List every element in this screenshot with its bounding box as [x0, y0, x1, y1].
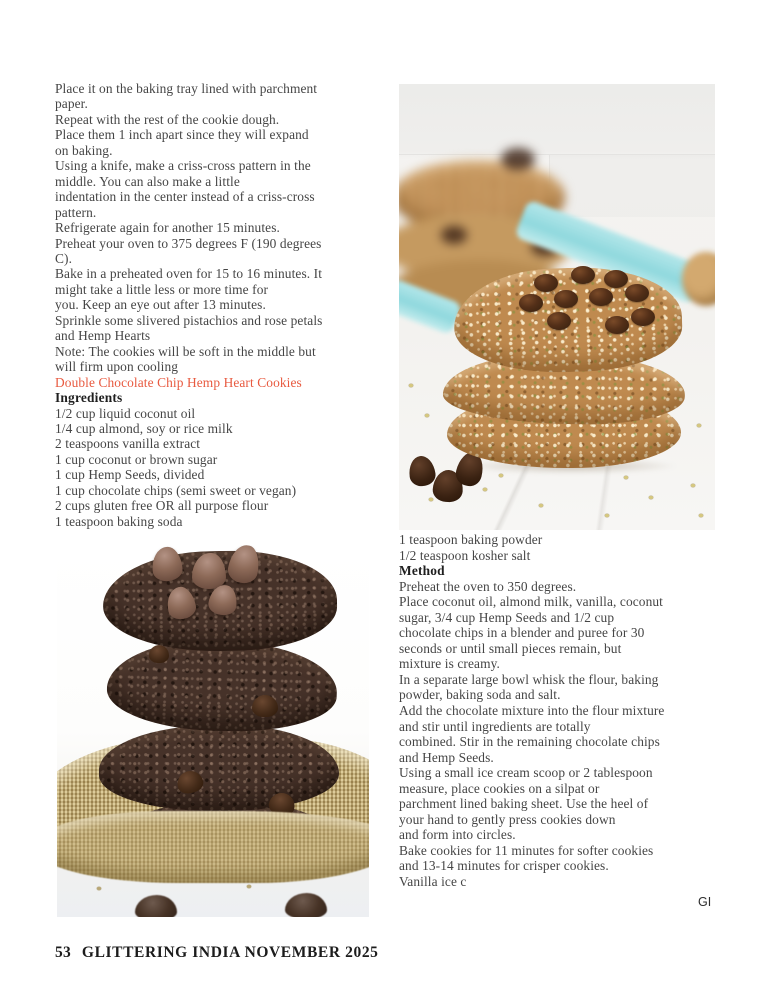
hemp-seed — [429, 498, 433, 501]
text-line: Sprinkle some slivered pistachios and rose petals — [55, 312, 323, 328]
text-line: measure, place cookies on a silpat or — [399, 780, 600, 796]
text-line: C). — [55, 250, 73, 266]
ingredient-line: 1 teaspoon baking powder — [399, 532, 543, 547]
hemp-seed — [499, 474, 503, 477]
ingredient-line: 1 teaspoon baking soda — [55, 513, 183, 529]
hemp-seed — [624, 476, 628, 479]
cookie-stack — [439, 256, 689, 471]
text-line: Place coconut oil, almond milk, vanilla, coconut — [399, 594, 663, 610]
chocolate-chip — [252, 695, 278, 717]
hemp-seed — [483, 488, 487, 491]
chocolate-chip — [441, 226, 467, 244]
text-line: seconds or until small pieces remain, but — [399, 640, 622, 656]
chocolate-chip — [519, 294, 543, 312]
method-heading: Method — [399, 563, 445, 579]
chocolate-chip — [149, 645, 169, 663]
text-line: Vanilla ice c — [399, 874, 467, 890]
text-line: middle. You can also make a little — [55, 173, 240, 189]
text-line: might take a little less or more time for — [55, 281, 269, 297]
text-line: your hand to gently press cookies down — [399, 811, 616, 827]
text-line: paper. — [55, 96, 88, 112]
text-line: on baking. — [55, 142, 113, 158]
text-line: and Hemp Hearts — [55, 328, 151, 344]
text-line: In a separate large bowl whisk the flour, baking — [399, 671, 659, 687]
chocolate-chip — [150, 546, 183, 583]
ingredient-line: 1/4 cup almond, soy or rice milk — [55, 420, 233, 436]
chocolate-chip — [571, 266, 595, 284]
chocolate-chip — [135, 895, 177, 917]
text-line: you. Keep an eye out after 13 minutes. — [55, 297, 266, 313]
ingredients-heading: Ingredients — [55, 390, 123, 406]
ingredient-line: 1/2 cup liquid coconut oil — [55, 405, 196, 421]
text-line: Using a knife, make a criss-cross pattern in the — [55, 158, 311, 174]
text-line: Preheat the oven to 350 degrees. — [399, 578, 577, 594]
text-line: and stir until ingredients are totally — [399, 718, 591, 734]
chocolate-chip — [192, 553, 226, 589]
text-line: and 13-14 minutes for crisper cookies. — [399, 858, 609, 874]
text-line: mixture is creamy. — [399, 656, 500, 672]
cookie — [99, 725, 339, 811]
hemp-seed — [699, 514, 703, 517]
burlap-crumb — [97, 887, 101, 890]
chocolate-chip — [285, 893, 327, 917]
text-line: Bake in a preheated oven for 15 to 16 minutes. It — [55, 266, 323, 282]
photo-chocolate-cookie-stack — [57, 545, 369, 917]
hemp-seed — [691, 484, 695, 487]
text-line: and Hemp Seeds. — [399, 749, 494, 765]
text-line: Add the chocolate mixture into the flour mixture — [399, 703, 665, 719]
page-number: 53 — [55, 944, 71, 961]
text-line: will firm upon cooling — [55, 359, 179, 375]
text-line: powder, baking soda and salt. — [399, 687, 561, 703]
text-line: and form into circles. — [399, 827, 516, 843]
text-line: combined. Stir in the remaining chocolate chips — [399, 734, 660, 750]
text-line: Note: The cookies will be soft in the middle but — [55, 343, 316, 359]
hemp-seed — [697, 424, 701, 427]
recipe-title: Double Chocolate Chip Hemp Heart Cookies — [55, 374, 302, 390]
hemp-seed — [409, 384, 413, 387]
page-footer — [55, 944, 379, 962]
corner-mark: GI — [698, 895, 712, 909]
chocolate-chips — [439, 256, 689, 376]
text-line: chocolate chips in a blender and puree for 30 — [399, 625, 645, 641]
ingredient-line: 1/2 teaspoon kosher salt — [399, 547, 531, 563]
text-line: sugar, 3/4 cup Hemp Seeds and 1/2 cup — [399, 609, 615, 625]
text-line: Place them 1 inch apart since they will expand — [55, 127, 309, 143]
ingredient-line: 2 teaspoons vanilla extract — [55, 436, 201, 452]
text-line: Using a small ice cream scoop or 2 tablespoon — [399, 765, 653, 781]
ingredient-line: 1 cup chocolate chips (semi sweet or vegan) — [55, 482, 297, 498]
chocolate-chip — [547, 312, 571, 330]
hemp-seed — [539, 504, 543, 507]
chocolate-chip — [589, 288, 613, 306]
chocolate-chip — [625, 284, 649, 302]
burlap-crumb — [247, 885, 251, 888]
text-line: Repeat with the rest of the cookie dough. — [55, 111, 280, 127]
text-line: Bake cookies for 11 minutes for softer cookies — [399, 842, 654, 858]
text-line: Refrigerate again for another 15 minutes. — [55, 220, 280, 236]
text-line: parchment lined baking sheet. Use the heel of — [399, 796, 649, 812]
text-line: Preheat your oven to 375 degrees F (190 degrees — [55, 235, 322, 251]
chocolate-chip — [605, 316, 629, 334]
hemp-seed — [425, 414, 429, 417]
left-text-column — [55, 81, 400, 529]
ingredient-line: 1 cup coconut or brown sugar — [55, 451, 218, 467]
cookie — [106, 638, 338, 734]
chocolate-chip — [501, 148, 535, 170]
chocolate-chip — [554, 290, 578, 308]
text-line: pattern. — [55, 204, 97, 220]
text-line: indentation in the center instead of a criss-cross — [55, 189, 315, 205]
chocolate-chip — [534, 274, 558, 292]
text-line: Place it on the baking tray lined with parchment — [55, 81, 318, 96]
burlap-cloth-front — [57, 811, 369, 883]
hemp-seed — [649, 496, 653, 499]
photo-hemp-cookie-stack — [399, 84, 715, 530]
ingredient-line: 1 cup Hemp Seeds, divided — [55, 467, 205, 483]
ingredient-line: 2 cups gluten free OR all purpose flour — [55, 498, 269, 514]
chocolate-chip — [631, 308, 655, 326]
right-text-column — [399, 532, 734, 890]
magazine-title: GLITTERING INDIA NOVEMBER 2025 — [81, 944, 379, 961]
chocolate-chip — [604, 270, 628, 288]
hemp-seed — [605, 514, 609, 517]
